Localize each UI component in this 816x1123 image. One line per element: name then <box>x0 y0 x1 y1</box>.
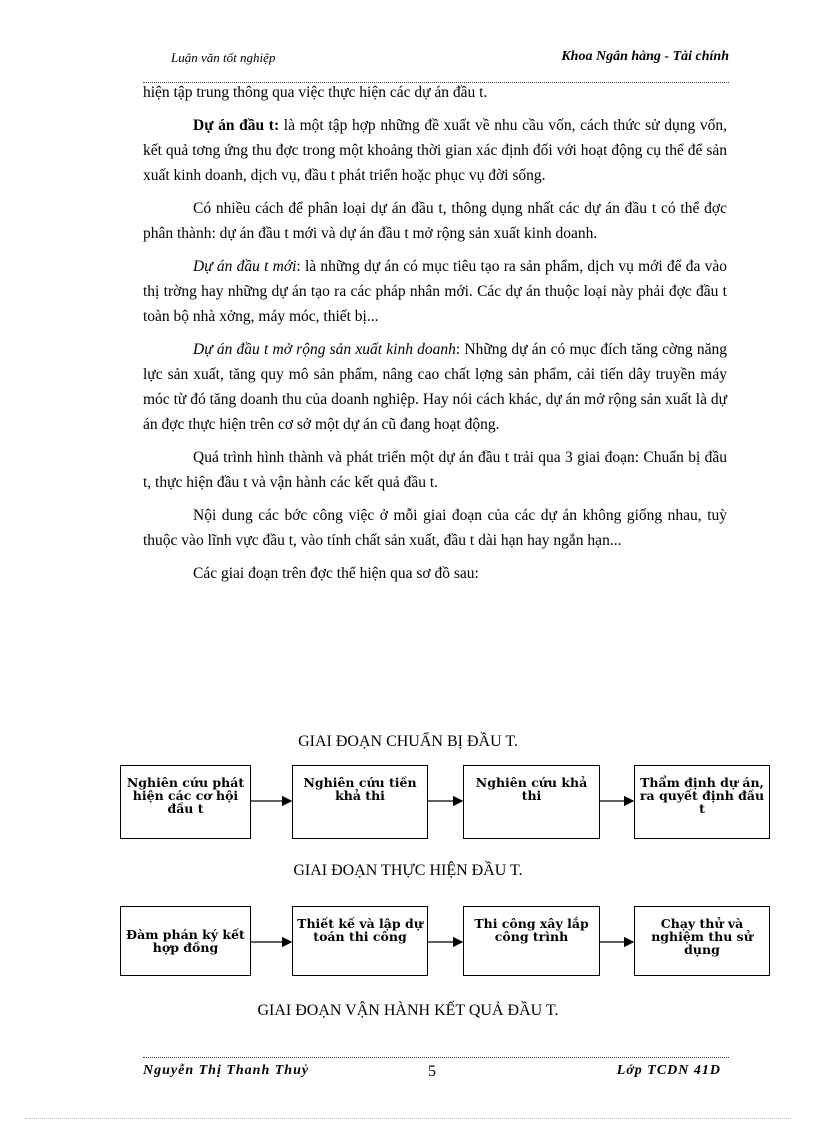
footer-author: Nguyễn Thị Thanh Thuỷ <box>143 1063 310 1078</box>
paragraph-text: Có nhiều cách để phân loại dự án đầu t, thông dụng nhất các dự án đầu t có thể đợc phân thành: dự án đầu t mới và dự án đầu t mở rộng sản xuất kinh doanh. <box>143 200 727 242</box>
paragraph-text: Các giai đoạn trên đợc thể hiện qua sơ đồ sau: <box>193 565 479 582</box>
paragraph-stages <box>143 445 727 495</box>
paragraph-classification <box>143 196 727 246</box>
paragraph-new-project <box>143 254 727 329</box>
paragraph-text: Nội dung các bớc công việc ở mỗi giai đoạn của các dự án không giống nhau, tuỳ thuộc vào lĩnh vực đầu t, vào tính chất sản xuất, đầu t dài hạn hay ngắn hạn... <box>143 507 727 549</box>
flow-box-appraisal-decision: Thẩm định dự án, ra quyết định đầu t <box>634 765 770 839</box>
paragraph-expansion-project <box>143 337 727 437</box>
paragraph-text: Quá trình hình thành và phát triển một dự án đầu t trải qua 3 giai đoạn: Chuẩn bị đầu t, thực hiện đầu t và vận hành các kết quả đầu t. <box>143 449 727 491</box>
stage-preparation-flow <box>0 765 816 845</box>
paragraph-continuation <box>143 80 727 105</box>
flow-box-contract-negotiation: Đàm phán ký kết hợp đồng <box>120 906 251 976</box>
body-text <box>143 80 727 586</box>
paragraph-text: là một tập hợp những đề xuất về nhu cầu vốn, cách thức sử dụng vốn, kết quả tơng ứng thu đợc trong một khoảng thời gian xác định đối với hoạt động cụ thể để sản xuất kinh doanh, dịch vụ, đầu t phát triển hoặc phục vụ đời sống. <box>143 117 727 184</box>
paragraph-content <box>143 503 727 553</box>
paragraph-definition <box>143 113 727 188</box>
stage-implementation-title: GIAI ĐOẠN THỰC HIỆN ĐẦU T. <box>293 862 523 879</box>
header-thesis-label: Luận văn tốt nghiệp <box>171 50 276 65</box>
footer-page-number: 5 <box>428 1063 436 1080</box>
paragraph-text: hiện tập trung thông qua việc thực hiện các dự án đầu t. <box>143 84 488 101</box>
stage-implementation-flow <box>0 906 816 986</box>
stage-preparation-title: GIAI ĐOẠN CHUẨN BỊ ĐẦU T. <box>298 733 518 750</box>
flow-box-trial-acceptance: Chạy thử và nghiệm thu sử dụng <box>634 906 770 976</box>
page-header <box>143 46 729 83</box>
flow-box-prefeasibility-study: Nghiên cứu tiền khả thi <box>292 765 428 839</box>
page-bottom-divider <box>25 1118 791 1119</box>
paragraph-lead: Dự án đầu t mới <box>193 258 297 275</box>
flow-box-construction: Thi công xây lắp công trình <box>463 906 600 976</box>
paragraph-lead: Dự án đầu t: <box>193 117 280 134</box>
footer-class: Lớp TCDN 41D <box>616 1063 721 1078</box>
paragraph-lead: Dự án đầu t mở rộng sản xuất kinh doanh <box>193 341 456 358</box>
header-faculty-label: Khoa Ngân hàng - Tài chính <box>561 49 729 64</box>
flow-box-feasibility-study: Nghiên cứu khả thi <box>463 765 600 839</box>
stage-operation-title: GIAI ĐOẠN VẬN HÀNH KẾT QUẢ ĐẦU T. <box>257 1002 559 1019</box>
page-footer <box>143 1057 729 1082</box>
flow-box-opportunity-study: Nghiên cứu phát hiện các cơ hội đầu t <box>120 765 251 839</box>
paragraph-diagram-intro <box>143 561 727 586</box>
paragraph-text: : là những dự án có mục tiêu tạo ra sản phẩm, dịch vụ mới để đa vào thị trờng hay những dự án tạo ra các pháp nhân mới. Các dự án thuộc loại này phải đợc đầu t toàn bộ nhà xởng, máy móc, thiết bị... <box>143 258 727 325</box>
paragraph-text: : Những dự án có mục đích tăng cờng năng lực sản xuất, tăng quy mô sản phẩm, nâng cao chất lợng sản phẩm, cải tiến dây truyền máy móc từ đó tăng doanh thu của doanh nghiệp. Hay nói cách khác, dự án mở rộng sản xuất là dự án đợc thực hiện trên cơ sở một dự án cũ đang hoạt động. <box>143 341 727 433</box>
flow-box-design-estimate: Thiết kế và lập dự toán thi công <box>292 906 428 976</box>
